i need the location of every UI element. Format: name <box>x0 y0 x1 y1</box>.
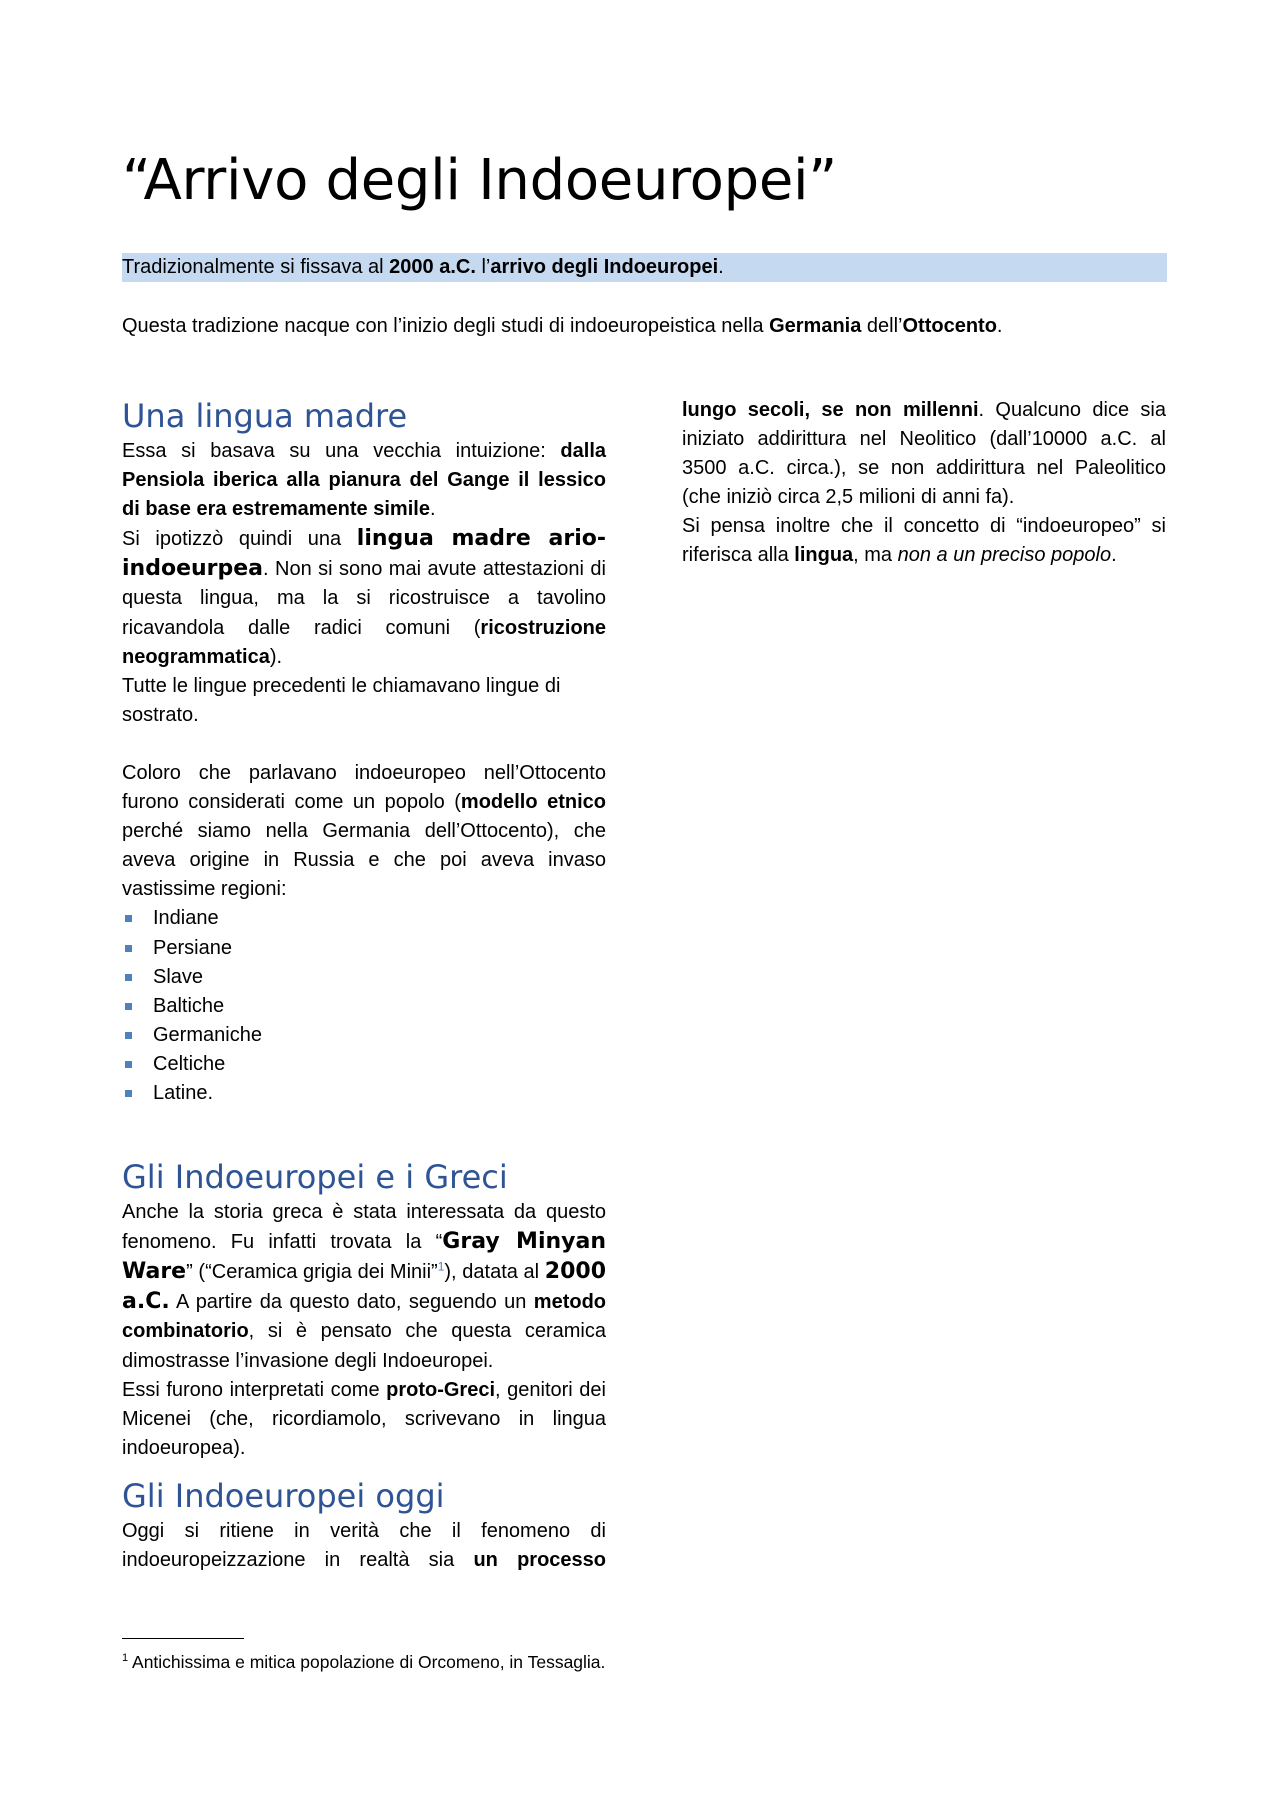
paragraph: Essa si basava su una vecchia intuizione: dalla Pensiola iberica alla pianura del Gange il lessico di base era estremamente simile. <box>122 440 606 521</box>
square-bullet-icon <box>125 915 132 922</box>
footnote-number: 1 <box>122 1652 129 1665</box>
intro-highlighted-line: Tradizionalmente si fissava al 2000 a.C. l’arrivo degli Indoeuropei. <box>122 253 1167 282</box>
square-bullet-icon <box>125 1061 132 1068</box>
square-bullet-icon <box>125 1090 132 1097</box>
paragraph: Si ipotizzò quindi una lingua madre ario-indoeurpea. Non si sono mai avute attestazioni di questa lingua, ma la si ricostruisce a tavolino ricavandola dalle radici comuni (ricostruzione neogrammatica). <box>122 526 606 668</box>
list-item: Baltiche <box>122 992 606 1021</box>
square-bullet-icon <box>125 1032 132 1039</box>
document-title: “Arrivo degli Indoeuropei” <box>122 148 837 213</box>
left-column <box>122 395 606 1575</box>
paragraph: lungo secoli, se non millenni. Qualcuno dice sia iniziato addirittura nel Neolitico (dall’10000 a.C. al 3500 a.C. circa.), se non addirittura nel Paleolitico (che iniziò circa 2,5 milioni di anni fa). <box>682 399 1166 509</box>
footnote-reference[interactable]: 1 <box>437 1259 445 1274</box>
list-item: Germaniche <box>122 1021 606 1050</box>
paragraph: Coloro che parlavano indoeuropeo nell’Ottocento furono considerati come un popolo (modello etnico perché siamo nella Germania dell’Ottocento), che aveva origine in Russia e che poi aveva invaso vastissime regioni: <box>122 761 606 901</box>
intro-line: Questa tradizione nacque con l’inizio degli studi di indoeuropeistica nella Germania dell’Ottocento. <box>122 315 1003 337</box>
section-heading-indoeuropei-greci: Gli Indoeuropei e i Greci <box>122 1158 508 1197</box>
square-bullet-icon <box>125 974 132 981</box>
list-item: Latine. <box>122 1079 606 1108</box>
paragraph: Essi furono interpretati come proto-Greci, genitori dei Micenei (che, ricordiamolo, scrivevano in lingua indoeuropea). <box>122 1378 606 1459</box>
list-item: Celtiche <box>122 1050 606 1079</box>
right-column <box>682 396 1166 571</box>
section-heading-indoeuropei-oggi: Gli Indoeuropei oggi <box>122 1476 445 1515</box>
list-item: Persiane <box>122 934 606 963</box>
section-heading-lingua-madre: Una lingua madre <box>122 397 408 435</box>
footnote-separator <box>122 1638 244 1639</box>
square-bullet-icon <box>125 945 132 952</box>
list-item: Slave <box>122 963 606 992</box>
paragraph: Tutte le lingue precedenti le chiamavano lingue di sostrato. <box>122 674 561 726</box>
list-item: Indiane <box>122 904 606 933</box>
paragraph: Anche la storia greca è stata interessata da questo fenomeno. Fu infatti trovata la “Gray Minyan Ware” (“Ceramica grigia dei Minii”$^1$), datata al 2000 a.C. A partire da questo dato, seguendo un metodo combinatorio, si è pensato che questa ceramica dimostrasse l’invasione degli Indoeuropei. <box>122 1201 606 1372</box>
paragraph: Oggi si ritiene in verità che il fenomeno di indoeuropeizzazione in realtà sia un processo <box>122 1519 606 1571</box>
square-bullet-icon <box>125 1003 132 1010</box>
regions-list <box>122 904 606 1108</box>
paragraph: Si pensa inoltre che il concetto di “indoeuropeo” si riferisca alla lingua, ma non a un preciso popolo. <box>682 515 1166 567</box>
footnote: $^1$ Antichissima e mitica popolazione di Orcomeno, in Tessaglia. <box>122 1652 606 1672</box>
